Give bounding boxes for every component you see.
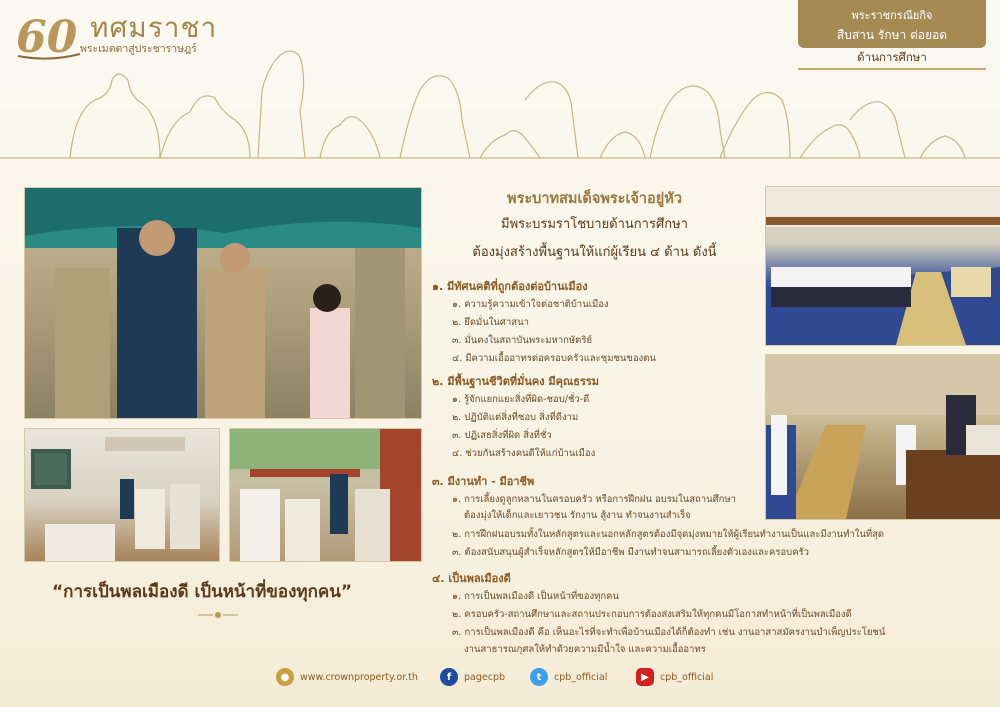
youtube-text: cpb_official — [660, 671, 714, 683]
twitter-link[interactable] — [530, 667, 607, 687]
category-label: ด้านการศึกษา — [798, 48, 986, 70]
facebook-icon: f — [440, 668, 458, 686]
section-4-title: ๔. เป็นพลเมืองดี — [432, 572, 511, 585]
quote: “การเป็นพลเมืองดี เป็นหน้าที่ของทุกคน” — [52, 582, 353, 602]
section-4-item: งานสาธารณกุศลให้ทำด้วยความมีน้ำใจ และความเอื้ออาทร — [464, 644, 706, 655]
photo-classroom-2 — [229, 428, 422, 562]
twitter-text: cpb_official — [554, 671, 608, 683]
section-4-item: ๑. การเป็นพลเมืองดี เป็นหน้าที่ของทุกคน — [452, 591, 619, 602]
section-1-item: ๓. มั่นคงในสถาบันพระมหากษัตริย์ — [452, 335, 593, 346]
photo-classroom-2-scene — [230, 429, 421, 561]
heading-king: พระบาทสมเด็จพระเจ้าอยู่หัว — [507, 191, 682, 207]
section-1-item: ๒. ยึดมั่นในศาสนา — [452, 317, 529, 328]
heading-policy: มีพระบรมราโชบายด้านการศึกษา — [501, 217, 688, 232]
logo-title: ทศมราชา — [90, 11, 218, 44]
logo-subtitle: พระเมตตาสู่ประชาราษฎร์ — [80, 43, 197, 55]
photo-certificate-ceremony — [765, 354, 1000, 520]
twitter-icon: t — [530, 668, 548, 686]
facebook-link[interactable] — [440, 667, 505, 687]
website-link[interactable] — [276, 667, 418, 687]
section-3-item: ๑. การเลี้ยงดูลูกหลานในครอบครัว หรือการฝึกฝน อบรมในสถานศึกษา — [452, 494, 736, 505]
section-2-item: ๔. ช่วยกันสร้างคนดีให้แก่บ้านเมือง — [452, 448, 596, 459]
section-2-item: ๓. ปฏิเสธสิ่งที่ผิด สิ่งที่ชั่ว — [452, 430, 552, 441]
section-2-item: ๒. ปฏิบัติแต่สิ่งที่ชอบ สิ่งที่ดีงาม — [452, 412, 579, 423]
badge-line2: สืบสาน รักษา ต่อยอด — [836, 28, 948, 42]
photo-classroom-1 — [24, 428, 220, 562]
crown-property-icon: ● — [276, 668, 294, 686]
svg-text:60: 60 — [16, 12, 78, 62]
photo-king-with-student — [24, 187, 422, 419]
section-3-title: ๓. มีงานทำ - มีอาชีพ — [432, 475, 535, 488]
section-4-item: ๒. ครอบครัว-สถานศึกษาและสถานประกอบการต้องส่งเสริมให้ทุกคนมีโอกาสทำหน้าที่เป็นพลเมืองดี — [452, 609, 852, 620]
photo-hall-1-scene — [766, 187, 1000, 345]
photo-classroom-1-scene — [25, 429, 219, 561]
section-2-item: ๑. รู้จักแยกแยะสิ่งที่ผิด-ชอบ/ชั่ว-ดี — [452, 394, 590, 405]
facebook-text: pagecpb — [464, 671, 506, 683]
section-3-item: ต้องมุ่งให้เด็กและเยาวชน รักงาน สู้งาน ทำจนงานสำเร็จ — [464, 510, 691, 521]
section-1-item: ๑. ความรู้ความเข้าใจต่อชาติบ้านเมือง — [452, 299, 609, 310]
badge-line1: พระราชกรณียกิจ — [851, 9, 933, 22]
website-text: www.crownproperty.or.th — [300, 671, 418, 683]
photo-audience-hall — [765, 186, 1000, 346]
section-3-item: ๒. การฝึกฝนอบรมทั้งในหลักสูตรและนอกหลักสูตรต้องมีจุดมุ่งหมายให้ผู้เรียนทำงานเป็นและมีงานทำในที่สุด — [452, 529, 885, 540]
section-1-title: ๑. มีทัศนคติที่ถูกต้องต่อบ้านเมือง — [432, 280, 588, 293]
section-2-title: ๒. มีพื้นฐานชีวิตที่มั่นคง มีคุณธรรม — [432, 375, 600, 388]
ornament-icon — [198, 610, 238, 620]
section-1-item: ๔. มีความเอื้ออาทรต่อครอบครัวและชุมชนของตน — [452, 353, 656, 364]
photo-hall-2-scene — [766, 355, 1000, 519]
youtube-icon: ▶ — [636, 668, 654, 686]
photo-main-scene — [25, 188, 421, 418]
section-4-item: ๓. การเป็นพลเมืองดี คือ เห็นอะไรที่จะทำเพื่อบ้านเมืองได้ก็ต้องทำ เช่น งานอาสาสมัครงานบำเพ็ญประโยชน์ — [452, 627, 886, 638]
youtube-link[interactable] — [636, 667, 713, 687]
section-3-item: ๓. ต้องสนับสนุนผู้สำเร็จหลักสูตรให้มีอาชีพ มีงานทำจนสามารถเลี้ยงตัวเองและครอบครัว — [452, 547, 809, 558]
silhouette-banner — [0, 40, 1000, 160]
heading-foundation: ต้องมุ่งสร้างพื้นฐานให้แก่ผู้เรียน ๔ ด้าน ดังนี้ — [472, 245, 717, 260]
